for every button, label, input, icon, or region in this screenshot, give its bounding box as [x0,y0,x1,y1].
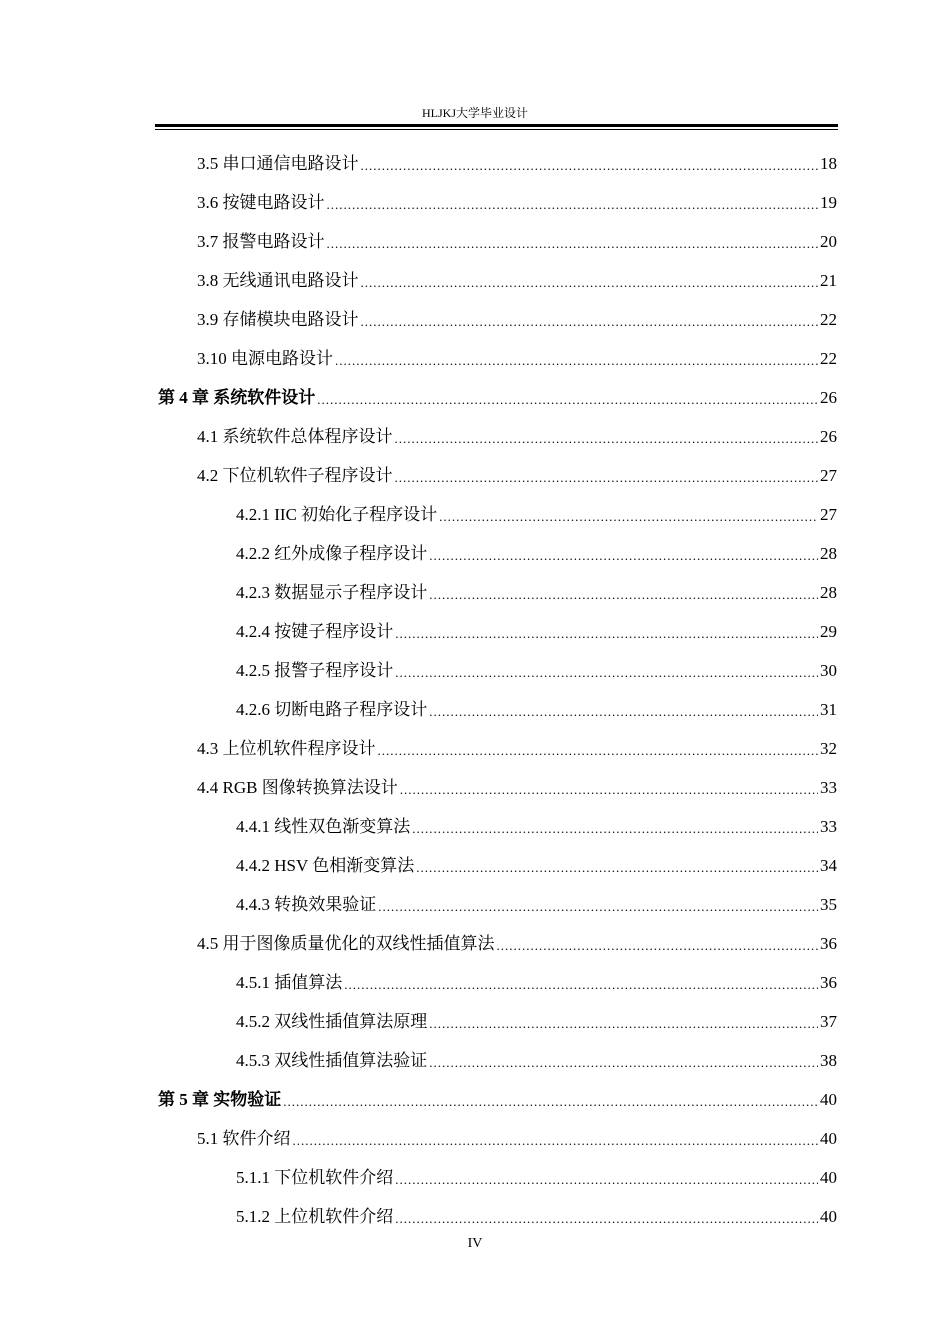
toc-section-entry[interactable] [0,768,950,807]
toc-section-entry[interactable] [0,222,950,261]
toc-section-entry[interactable] [0,729,950,768]
toc-dot-leader [395,468,819,488]
toc-section-entry[interactable] [0,963,950,1002]
toc-entry-title: 4.5.1 插值算法 [236,972,343,992]
toc-entry-page-number: 40 [820,1206,837,1226]
toc-entry-title: 4.4.3 转换效果验证 [236,894,377,914]
toc-entry-page-number: 40 [820,1167,837,1187]
toc-entry-title: 3.9 存储模块电路设计 [197,309,359,329]
toc-dot-leader [497,936,819,956]
toc-entry-page-number: 28 [820,582,837,602]
toc-dot-leader [327,195,819,215]
toc-dot-leader [361,312,819,332]
toc-chapter-entry[interactable] [0,378,950,417]
toc-section-entry[interactable] [0,495,950,534]
toc-section-entry[interactable] [0,183,950,222]
toc-section-entry[interactable] [0,573,950,612]
toc-entry-page-number: 33 [820,816,837,836]
toc-entry-title: 3.10 电源电路设计 [197,348,333,368]
toc-entry-page-number: 36 [820,933,837,953]
toc-entry-title: 4.2.1 IIC 初始化子程序设计 [236,504,438,524]
toc-section-entry[interactable] [0,807,950,846]
toc-entry-page-number: 32 [820,738,837,758]
toc-dot-leader [429,702,818,722]
toc-section-entry[interactable] [0,924,950,963]
toc-entry-page-number: 26 [820,426,837,446]
toc-dot-leader [429,585,818,605]
toc-entry-page-number: 38 [820,1050,837,1070]
toc-entry-title: 4.5.3 双线性插值算法验证 [236,1050,428,1070]
toc-section-entry[interactable] [0,456,950,495]
toc-chapter-entry[interactable] [0,1080,950,1119]
toc-section-entry[interactable] [0,885,950,924]
toc-section-entry[interactable] [0,144,950,183]
toc-entry-title: 5.1.2 上位机软件介绍 [236,1206,394,1226]
toc-entry-title: 4.2.3 数据显示子程序设计 [236,582,428,602]
toc-entry-title: 4.1 系统软件总体程序设计 [197,426,393,446]
toc-entry-page-number: 19 [820,192,837,212]
toc-dot-leader [378,741,819,761]
toc-entry-title: 4.2.2 红外成像子程序设计 [236,543,428,563]
toc-dot-leader [429,1014,818,1034]
toc-dot-leader [412,819,818,839]
toc-section-entry[interactable] [0,651,950,690]
toc-entry-page-number: 40 [820,1089,837,1109]
page-number: IV [467,1236,483,1251]
toc-entry-title: 4.2.5 报警子程序设计 [236,660,394,680]
toc-section-entry[interactable] [0,300,950,339]
toc-entry-title: 4.4.2 HSV 色相渐变算法 [236,855,415,875]
toc-dot-leader [400,780,818,800]
toc-entry-page-number: 22 [820,348,837,368]
toc-entry-page-number: 26 [820,387,837,407]
toc-dot-leader [327,234,819,254]
toc-entry-title: 4.3 上位机软件程序设计 [197,738,376,758]
toc-dot-leader [361,273,819,293]
toc-dot-leader [361,156,819,176]
toc-entry-title: 4.5.2 双线性插值算法原理 [236,1011,428,1031]
toc-section-entry[interactable] [0,261,950,300]
toc-dot-leader [378,897,818,917]
toc-section-entry[interactable] [0,417,950,456]
toc-entry-title: 第 4 章 系统软件设计 [158,387,316,407]
toc-entry-page-number: 35 [820,894,837,914]
toc-entry-title: 5.1 软件介绍 [197,1128,291,1148]
toc-dot-leader [395,624,818,644]
page-header-title: HLJKJ大学毕业设计 [421,106,528,120]
toc-entry-page-number: 36 [820,972,837,992]
toc-entry-title: 3.8 无线通讯电路设计 [197,270,359,290]
toc-entry-page-number: 28 [820,543,837,563]
toc-entry-page-number: 30 [820,660,837,680]
toc-entry-title: 4.4.1 线性双色渐变算法 [236,816,411,836]
toc-entry-title: 4.2.6 切断电路子程序设计 [236,699,428,719]
toc-dot-leader [317,390,818,410]
toc-entry-title: 4.2 下位机软件子程序设计 [197,465,393,485]
toc-entry-page-number: 22 [820,309,837,329]
toc-entry-title: 4.4 RGB 图像转换算法设计 [197,777,398,797]
toc-dot-leader [429,1053,818,1073]
toc-dot-leader [344,975,818,995]
toc-entry-page-number: 37 [820,1011,837,1031]
toc-dot-leader [335,351,818,371]
toc-entry-title: 5.1.1 下位机软件介绍 [236,1167,394,1187]
header-rule-thin [155,129,838,130]
toc-entry-page-number: 31 [820,699,837,719]
toc-entry-title: 第 5 章 实物验证 [158,1089,282,1109]
toc-dot-leader [395,1170,818,1190]
toc-section-entry[interactable] [0,846,950,885]
toc-entry-title: 4.5 用于图像质量优化的双线性插值算法 [197,933,495,953]
toc-dot-leader [395,1209,818,1229]
toc-section-entry[interactable] [0,690,950,729]
toc-section-entry[interactable] [0,339,950,378]
toc-dot-leader [283,1092,818,1112]
toc-dot-leader [439,507,818,527]
toc-dot-leader [416,858,818,878]
toc-entry-page-number: 29 [820,621,837,641]
toc-entry-page-number: 40 [820,1128,837,1148]
toc-section-entry[interactable] [0,1197,950,1236]
toc-entry-page-number: 34 [820,855,837,875]
toc-section-entry[interactable] [0,534,950,573]
toc-entry-title: 3.6 按键电路设计 [197,192,325,212]
toc-entry-page-number: 20 [820,231,837,251]
toc-entry-page-number: 18 [820,153,837,173]
toc-dot-leader [429,546,818,566]
toc-dot-leader [293,1131,819,1151]
toc-dot-leader [395,663,818,683]
toc-entry-title: 3.5 串口通信电路设计 [197,153,359,173]
toc-entry-page-number: 21 [820,270,837,290]
toc-dot-leader [395,429,819,449]
table-of-contents [0,144,950,1236]
toc-section-entry[interactable] [0,1002,950,1041]
toc-entry-page-number: 27 [820,504,837,524]
toc-section-entry[interactable] [0,1041,950,1080]
header-rule-thick [155,124,838,127]
toc-section-entry[interactable] [0,1158,950,1197]
toc-entry-title: 3.7 报警电路设计 [197,231,325,251]
toc-entry-title: 4.2.4 按键子程序设计 [236,621,394,641]
toc-section-entry[interactable] [0,612,950,651]
toc-entry-page-number: 27 [820,465,837,485]
toc-entry-page-number: 33 [820,777,837,797]
toc-section-entry[interactable] [0,1119,950,1158]
